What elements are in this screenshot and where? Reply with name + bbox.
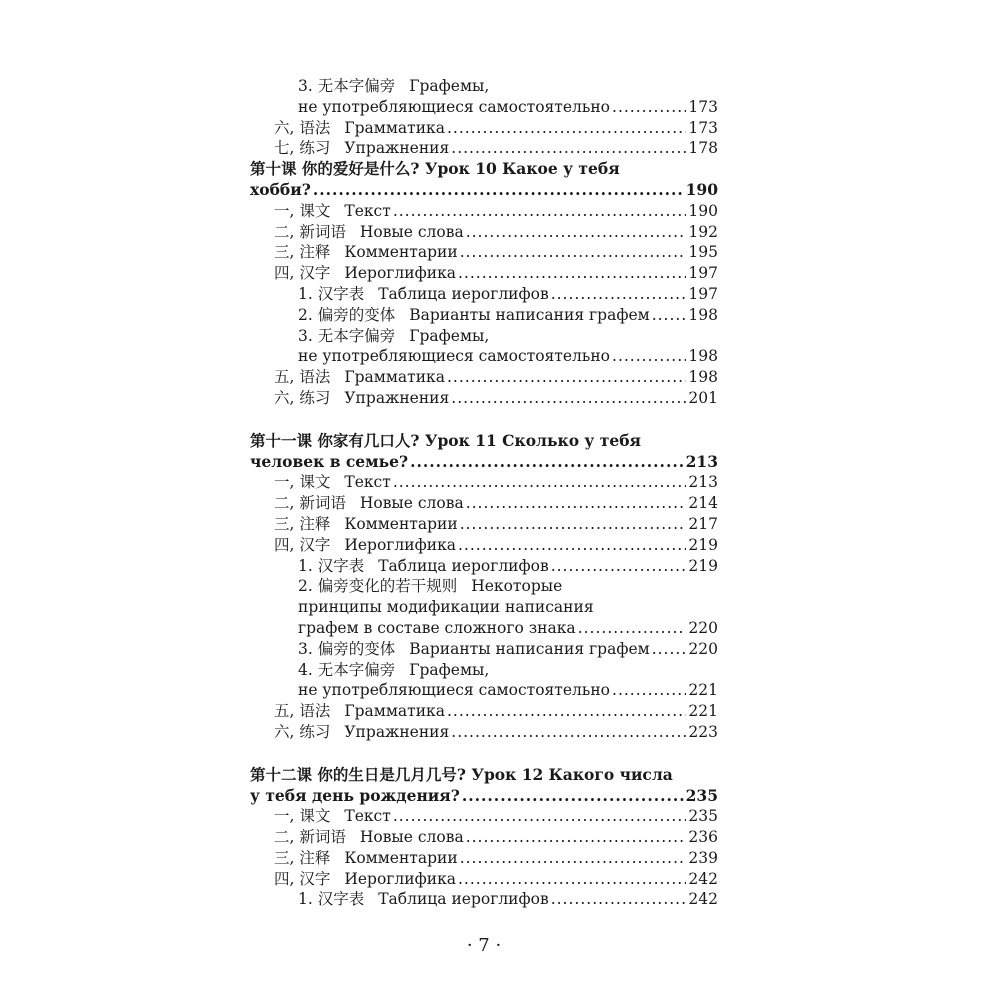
toc-entry-label [298, 97, 610, 118]
toc-entry-title: Новые слова [359, 828, 464, 847]
leader-dots [458, 263, 686, 284]
toc-entry-label [298, 889, 549, 910]
toc-entry[interactable] [250, 806, 718, 827]
leader-dots [393, 806, 687, 827]
toc-entry-label [274, 242, 458, 263]
toc-entry-label [298, 284, 549, 305]
toc-entry-label [298, 305, 650, 326]
toc-entry-title: Текст [344, 807, 391, 826]
page-ref: 235 [688, 807, 718, 826]
lesson-heading-10[interactable] [250, 159, 718, 201]
toc-block-lesson11 [250, 472, 718, 742]
toc-entry-label [298, 556, 549, 577]
lesson-heading-11[interactable] [250, 431, 718, 473]
lesson-title: 第十一课 你家有几口人? Урок 11 Сколько у тебя [250, 430, 642, 450]
page-ref: 242 [688, 869, 718, 888]
toc-entry-label [274, 722, 449, 743]
toc-entry-title: Упражнения [344, 139, 450, 158]
page-ref: 219 [688, 535, 718, 554]
page-ref: 190 [685, 179, 718, 199]
leader-dots [578, 618, 687, 639]
toc-entry-number: 1. 汉字表 [298, 284, 365, 303]
toc-entry-number: 2. 偏旁的变体 [298, 305, 396, 324]
toc-entry-number: 4. 无本字偏旁 [298, 660, 396, 679]
page-ref: 217 [688, 514, 718, 533]
toc-entry-label [274, 472, 391, 493]
toc-entry-number: 四, 汉字 [274, 869, 331, 888]
page-ref: 236 [688, 828, 718, 847]
toc-entry[interactable] [250, 201, 718, 222]
toc-entry-title: Таблица иероглифов [378, 284, 549, 303]
page-ref: 213 [688, 473, 718, 492]
toc-entry[interactable] [250, 242, 718, 263]
toc-entry-label [274, 222, 464, 243]
page-ref: 198 [688, 368, 718, 387]
leader-dots [313, 180, 684, 201]
page-ref: 198 [688, 305, 718, 324]
toc-block-lesson12 [250, 806, 718, 910]
leader-dots [451, 138, 686, 159]
toc-entry-label [274, 535, 456, 556]
toc-entry-number: 3. 偏旁的变体 [298, 639, 396, 658]
toc-block-lesson10 [250, 201, 718, 409]
lesson-title-cont: человек в семье? [250, 451, 409, 471]
toc-entry-title: Грамматика [344, 702, 445, 721]
toc-block-lesson9-tail [250, 76, 718, 159]
leader-dots [447, 118, 686, 139]
toc-entry-number: 3. 无本字偏旁 [298, 77, 396, 95]
page-ref: 221 [688, 681, 718, 700]
leader-dots [551, 889, 687, 910]
toc-entry-title: Упражнения [344, 388, 450, 407]
toc-entry-title: Комментарии [344, 243, 458, 262]
toc-entry[interactable] [250, 827, 718, 848]
toc-entry-label [274, 388, 449, 409]
toc-entry-title: Иероглифика [344, 535, 456, 554]
toc-entry-number: 二, 新词语 [274, 222, 346, 241]
toc-entry[interactable] [250, 889, 718, 910]
toc-entry[interactable] [250, 639, 718, 660]
toc-entry-title: Текст [344, 201, 391, 220]
lesson-title: 第十课 你的爱好是什么? Урок 10 Какое у тебя [250, 159, 620, 179]
leader-dots [466, 222, 687, 243]
leader-dots [460, 848, 687, 869]
toc-entry-label [298, 346, 610, 367]
leader-dots [451, 722, 686, 743]
page-number: · 7 · [466, 935, 502, 956]
page-ref: 190 [688, 201, 718, 220]
page-ref: 213 [685, 451, 718, 471]
toc-entry-label [274, 827, 464, 848]
toc-entry-label [274, 701, 445, 722]
toc-entry-label [274, 493, 464, 514]
page-ref: 192 [688, 222, 718, 241]
toc-entry-number: 2. 偏旁变化的若干规则 [298, 577, 458, 596]
toc-entry[interactable] [250, 597, 718, 618]
leader-dots [458, 869, 686, 890]
lesson-title-cont: у тебя день рождения? [250, 785, 460, 805]
page-ref: 220 [688, 618, 718, 637]
page-ref: 239 [688, 848, 718, 867]
toc-entry[interactable] [250, 869, 718, 890]
toc-entry[interactable] [250, 535, 718, 556]
leader-dots [612, 97, 686, 118]
toc-entry-number: 一, 课文 [274, 473, 331, 492]
leader-dots [612, 680, 686, 701]
toc-entry[interactable] [250, 326, 718, 347]
toc-entry-title: Некоторые [471, 577, 563, 596]
toc-entry-label [298, 597, 594, 618]
toc-entry-title: Варианты написания графем [409, 639, 650, 658]
toc-entry-title: Таблица иероглифов [378, 890, 549, 909]
toc-entry-number: 五, 语法 [274, 702, 331, 721]
leader-dots [466, 493, 687, 514]
toc-entry-label [298, 618, 576, 639]
toc-entry-label [274, 367, 445, 388]
toc-entry-number: 七, 练习 [274, 139, 331, 158]
toc-entry-label [274, 201, 391, 222]
toc-entry-number: 二, 新词语 [274, 494, 346, 513]
leader-dots [460, 242, 687, 263]
toc-entry-label [274, 514, 458, 535]
page-ref: 195 [688, 243, 718, 262]
toc-entry[interactable] [250, 514, 718, 535]
toc-entry-number: 3. 无本字偏旁 [298, 326, 396, 345]
toc-entry[interactable] [250, 263, 718, 284]
toc-entry[interactable] [250, 118, 718, 139]
page-ref: 173 [688, 97, 718, 116]
toc-entry[interactable] [250, 346, 718, 367]
toc-entry-label [274, 118, 445, 139]
page-ref: 173 [688, 118, 718, 137]
toc-entry-label [274, 869, 456, 890]
toc-entry-title: Графемы, [409, 77, 490, 95]
leader-dots [652, 305, 687, 326]
page-ref: 201 [688, 388, 718, 407]
toc-entry-title: Упражнения [344, 722, 450, 741]
lesson-heading-12[interactable] [250, 765, 718, 807]
toc-entry-title: Графемы, [409, 660, 490, 679]
page-ref: 178 [688, 139, 718, 158]
leader-dots [458, 535, 686, 556]
toc-entry-label [298, 639, 650, 660]
toc-entry-label [298, 326, 489, 347]
toc-entry[interactable] [250, 284, 718, 305]
toc-entry-title: Комментарии [344, 514, 458, 533]
toc-entry[interactable] [250, 680, 718, 701]
toc-entry-title: Графемы, [409, 326, 490, 345]
toc-entry[interactable] [250, 138, 718, 159]
toc-entry-number: 五, 语法 [274, 368, 331, 387]
toc-entry-title: Таблица иероглифов [378, 556, 549, 575]
toc-entry[interactable] [250, 76, 718, 97]
toc-entry-title: Новые слова [359, 222, 464, 241]
toc-entry[interactable] [250, 618, 718, 639]
toc-entry-number: 1. 汉字表 [298, 556, 365, 575]
toc-entry-title: Грамматика [344, 118, 445, 137]
page-ref: 214 [688, 494, 718, 513]
toc-entry-title: Текст [344, 473, 391, 492]
toc-entry-title: Варианты написания графем [409, 305, 650, 324]
toc-entry-label [298, 76, 489, 97]
toc-entry[interactable] [250, 367, 718, 388]
toc-entry-title: принципы модификации написания [298, 598, 594, 617]
lesson-title-cont: хобби? [250, 179, 311, 199]
toc-entry-number: 一, 课文 [274, 201, 331, 220]
toc-entry[interactable] [250, 848, 718, 869]
page-ref: 197 [688, 284, 718, 303]
page-ref: 235 [685, 785, 718, 805]
toc-entry-title: не употребляющиеся самостоятельно [298, 681, 611, 700]
toc-entry[interactable] [250, 660, 718, 681]
leader-dots [447, 701, 686, 722]
toc-entry-number: 六, 练习 [274, 722, 331, 741]
leader-dots [466, 827, 687, 848]
toc-entry-number: 四, 汉字 [274, 264, 331, 283]
toc-entry-number: 三, 注释 [274, 514, 331, 533]
toc-entry-title: Новые слова [359, 494, 464, 513]
toc-entry[interactable] [250, 701, 718, 722]
toc-entry-number: 三, 注释 [274, 243, 331, 262]
leader-dots [447, 367, 686, 388]
toc-entry-label [274, 263, 456, 284]
page-ref: 221 [688, 702, 718, 721]
lesson-title: 第十二课 你的生日是几月几号? Урок 12 Какого числа [250, 764, 673, 784]
toc-entry-title: графем в составе сложного знака [298, 618, 576, 637]
toc-entry[interactable] [250, 472, 718, 493]
leader-dots [410, 452, 684, 473]
page-ref: 197 [688, 264, 718, 283]
page-ref: 198 [688, 347, 718, 366]
toc-entry-label [274, 806, 391, 827]
leader-dots [393, 201, 687, 222]
toc-entry[interactable] [250, 388, 718, 409]
toc-entry-number: 1. 汉字表 [298, 890, 365, 909]
leader-dots [393, 472, 687, 493]
toc-entry[interactable] [250, 556, 718, 577]
leader-dots [652, 639, 687, 660]
leader-dots [551, 284, 687, 305]
toc-entry-number: 三, 注释 [274, 848, 331, 867]
leader-dots [612, 346, 686, 367]
leader-dots [451, 388, 686, 409]
page-ref: 242 [688, 890, 718, 909]
toc-entry-label [274, 848, 458, 869]
toc-entry-title: не употребляющиеся самостоятельно [298, 347, 611, 366]
toc-entry-label [298, 660, 489, 681]
toc-entry[interactable] [250, 722, 718, 743]
toc-entry[interactable] [250, 305, 718, 326]
toc-entry-title: не употребляющиеся самостоятельно [298, 97, 611, 116]
toc-entry-title: Иероглифика [344, 869, 456, 888]
toc-entry-number: 六, 语法 [274, 118, 331, 137]
toc-entry-title: Комментарии [344, 848, 458, 867]
table-of-contents [250, 76, 718, 910]
page-ref: 223 [688, 722, 718, 741]
leader-dots [551, 556, 687, 577]
toc-entry-title: Грамматика [344, 368, 445, 387]
toc-entry[interactable] [250, 222, 718, 243]
toc-entry[interactable] [250, 576, 718, 597]
page-ref: 220 [688, 639, 718, 658]
toc-entry-number: 二, 新词语 [274, 828, 346, 847]
toc-entry-title: Иероглифика [344, 264, 456, 283]
page-ref: 219 [688, 556, 718, 575]
toc-entry-number: 一, 课文 [274, 807, 331, 826]
leader-dots [462, 786, 684, 807]
toc-entry-label [274, 138, 449, 159]
toc-entry[interactable] [250, 493, 718, 514]
toc-entry-number: 四, 汉字 [274, 535, 331, 554]
toc-entry-label [298, 576, 562, 597]
toc-entry-label [298, 680, 610, 701]
toc-entry-number: 六, 练习 [274, 388, 331, 407]
leader-dots [460, 514, 687, 535]
toc-entry[interactable] [250, 97, 718, 118]
